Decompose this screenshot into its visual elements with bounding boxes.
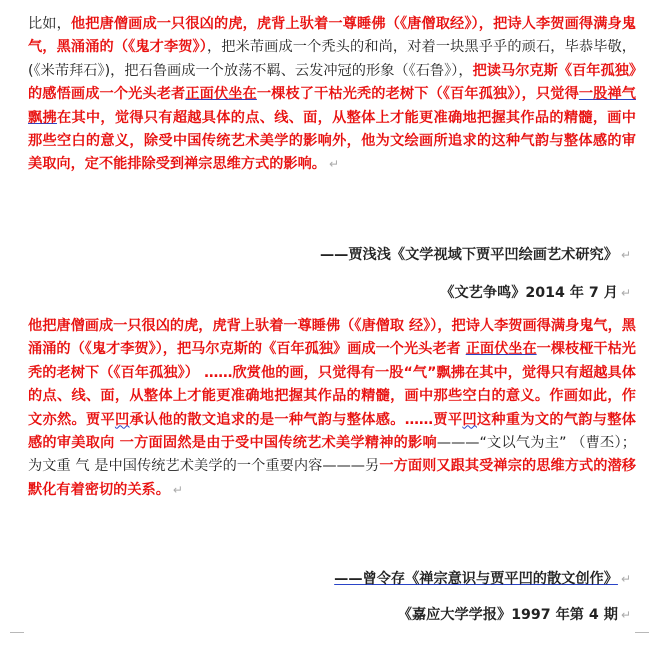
paragraph-mark-icon: ↵ [620,248,631,262]
citation-source [398,604,631,624]
highlighted-text: 承认他的散文追求的是一种气韵与整体感。……贾平 [129,411,463,428]
paragraph-mark-icon: ↵ [620,286,631,300]
citation-source [440,282,631,302]
page-corner-mark [635,632,649,647]
underlined-text: 正面伏坐在 [465,341,537,358]
highlighted-text: 一方面则又跟其受禅宗的思维方式的潜移默化有着密切的关系。 [28,458,636,498]
spellcheck-text: 凹 [462,411,477,428]
paragraph-mark-icon: ↵ [172,482,183,497]
highlighted-text: 这种重为文的气韵与整体感的审美取向 一方面固然是由于受中国传统艺术美学精神的影响 [28,411,636,452]
underlined-text: 正面伏坐在 [185,86,257,103]
quote-paragraph-1 [28,13,636,177]
citation-text: ——贾浅浅《文学视域下贾平凹绘画艺术研究》 [319,247,618,263]
citation-author [334,568,631,588]
paragraph-mark-icon: ↵ [328,157,340,172]
highlighted-text: 他把唐僧画成一只很凶的虎，虎背上驮着一尊睡佛（《唐僧取 经》），把诗人李贺画得满身鬼气，黑涌涌的（《鬼才李贺》），把马尔克斯的《百年孤独》画成一个光头老者 [28,318,636,358]
citation-author [320,244,631,264]
text-run: 比如， [28,16,71,32]
text-run: ，把米芾画成一个秃头的和尚，对着一块黑乎乎的顽石，毕恭毕敬，(《米芾拜石》)，把石鲁画成一个放荡不羁、云发冲冠的形象（《石鲁》）， [28,39,636,79]
underlined-text: 一股禅气飘拂 [28,86,636,126]
quote-paragraph-2 [28,315,636,502]
highlighted-text: 把读马尔克斯《百年孤独》的感悟画成一个光头老者 [28,62,637,103]
spellcheck-text: 凹 [114,411,130,428]
page-corner-mark [10,632,24,647]
text-run: ———“文以气为主” （曹丕）；为文重 气 是中国传统艺术美学的一个重要内容———另 [28,435,636,475]
citation-text: ——曾令存《禅宗意识与贾平凹的散文创作》 [334,571,618,587]
paragraph-mark-icon: ↵ [620,608,631,622]
citation-text: 《嘉应大学学报》1997 年第 4 期 [397,607,618,623]
highlighted-text: 一棵枝了干枯光秃的老树下（《百年孤独》），只觉得 [256,86,579,103]
citation-text: 《文艺争鸣》2014 年 7 月 [440,285,618,301]
highlighted-text: 一棵枝桠干枯光秃的老树下（《百年孤独》） ……欣赏他的画，只觉得有一股“气”飘拂在其中，觉得只有超越具体的点、线、面，从整体上才能更准确地把握其作品的精髓，画中那些空白的意义。作画如此，作文亦然。贾平 [28,341,636,428]
highlighted-text: 他把唐僧画成一只很凶的虎，虎背上驮着一尊睡佛（《唐僧取经》），把诗人李贺画得满身鬼气，黑涌涌的（《鬼才李贺》） [28,16,636,56]
paragraph-mark-icon: ↵ [620,572,631,586]
highlighted-text: 在其中，觉得只有超越具体的点、线、面，从整体上才能更准确地把握其作品的精髓，画中那些空白的意义，除受中国传统艺术美学的影响外，他为文绘画所追求的这种气韵与整体感的审美取向，定不能排除受到禅宗思维方式的影响。 [28,109,636,173]
